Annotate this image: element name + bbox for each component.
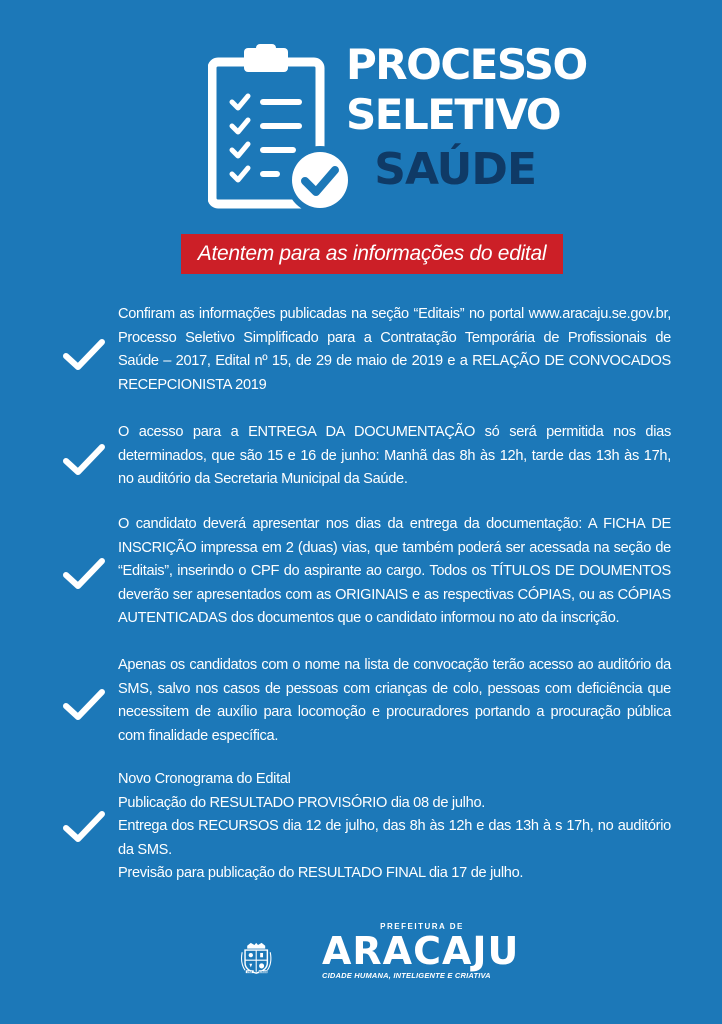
banner-text: Atentem para as informações do edital [197, 242, 547, 265]
check-icon [62, 443, 106, 477]
schedule-line: Previsão para publicação do RESULTADO FINAL dia 17 de julho. [118, 865, 524, 881]
info-item-2 [118, 421, 671, 492]
clipboard-checklist-icon [208, 44, 358, 214]
info-item-text: Apenas os candidatos com o nome na lista de convocação terão acesso ao auditório da SMS, salvo nos casos de pessoas com crianças de colo, pessoas com deficiência que necessitem de auxílio para locomoção e procuradores portando a procuração pública com finalidade específica. [118, 657, 671, 744]
city-logo-text [322, 922, 520, 980]
check-icon [62, 810, 106, 844]
seal-text-left: PAX [247, 970, 253, 974]
info-item-text: O candidato deverá apresentar nos dias da entrega da documentação: A FICHA DE INSCRIÇÃO impressa em 2 (duas) vias, que também poderá ser acessada na seção de “Editais”, inserindo o CPF do aspirante ao cargo. Todos os TÍTULOS DE DOUMENTOS deverão ser apresentados com as ORIGINAIS e as respectivas CÓPIAS, ou as CÓPIAS AUTENTICADAS dos documentos que o candidato informou no ato da inscrição. [118, 516, 671, 626]
check-icon [62, 688, 106, 722]
seal-text-right: LABOR [258, 970, 268, 974]
info-item-3 [118, 513, 671, 631]
title-line-3: SAÚDE [374, 144, 536, 195]
logo-city: ARACAJU [322, 929, 520, 973]
logo-tagline: CIDADE HUMANA, INTELIGENTE E CRIATIVA [322, 971, 491, 980]
title-block [346, 40, 587, 195]
schedule-line: Entrega dos RECURSOS dia 12 de julho, das 8h às 12h e das 13h à s 17h, no auditório da SMS. [118, 818, 671, 858]
info-item-text: Confiram as informações publicadas na seção “Editais” no portal www.aracaju.se.gov.br, Processo Seletivo Simplificado para a Contratação Temporária de Profissionais de Saúde – 2017, Edital nº 15, de 29 de maio de 2019 e a RELAÇÃO DE CONVOCADOS RECEPCIONISTA 2019 [118, 306, 671, 393]
schedule-line: Publicação do RESULTADO PROVISÓRIO dia 08 de julho. [118, 794, 486, 811]
title-line-2: SELETIVO [346, 90, 561, 139]
logo-prefix: PREFEITURA DE [380, 922, 464, 931]
check-icon [62, 338, 106, 372]
info-item-1 [118, 303, 671, 397]
info-item-text: O acesso para a ENTREGA DA DOCUMENTAÇÃO só será permitida nos dias determinados, que são 15 e 16 de junho: Manhã das 8h às 12h, tarde das 13h às 17h, no auditório da Secretaria Municipal da Saúde. [118, 424, 671, 487]
check-icon [62, 557, 106, 591]
city-seal-icon [240, 912, 330, 1004]
info-item-4 [118, 654, 671, 748]
info-item-5 [118, 768, 671, 886]
notice-banner [181, 234, 563, 274]
title-line-1: PROCESSO [346, 40, 587, 89]
schedule-heading: Novo Cronograma do Edital [118, 771, 291, 787]
